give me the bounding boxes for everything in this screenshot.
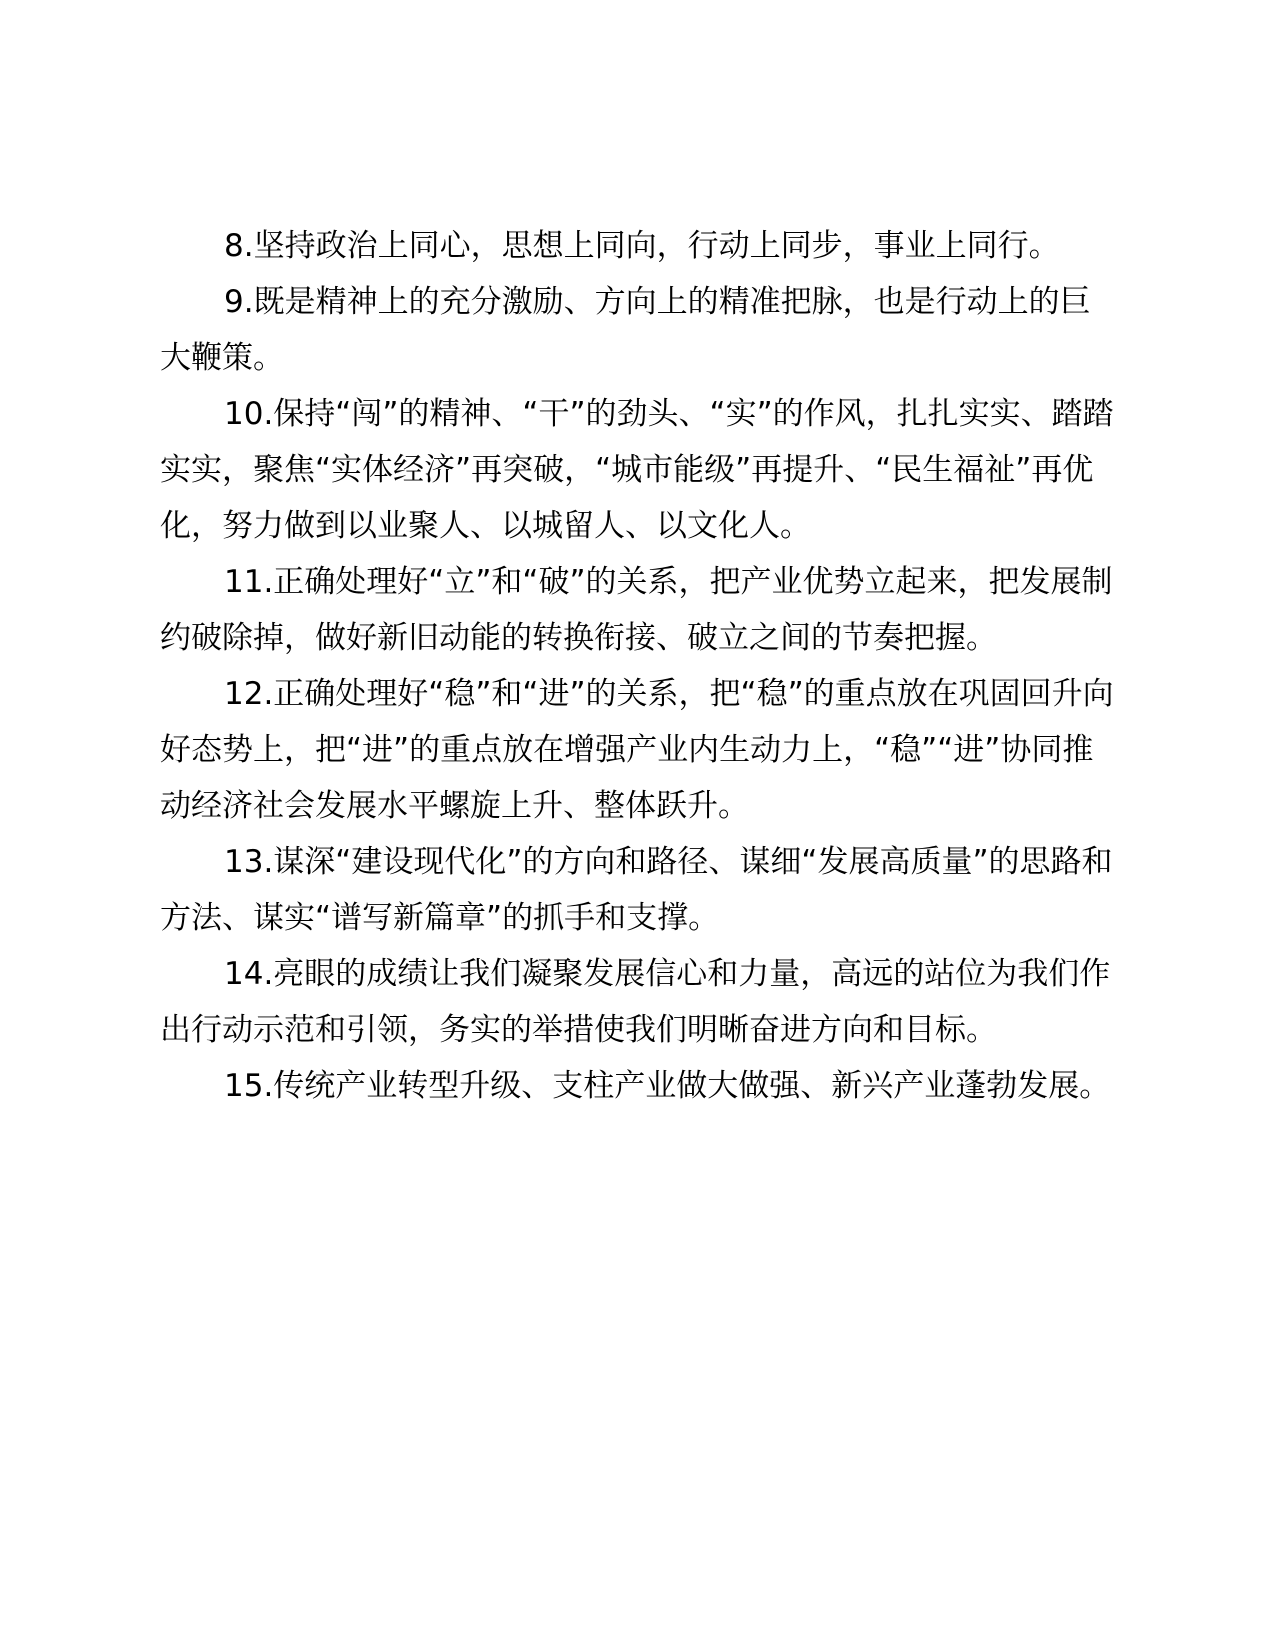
- paragraph-item-12: 12.正确处理好“稳”和“进”的关系，把“稳”的重点放在巩固回升向好态势上，把“进”的重点放在增强产业内生动力上，“稳”“进”协同推动经济社会发展水平螺旋上升、整体跃升。: [160, 676, 1114, 824]
- document-body: [160, 218, 1120, 1114]
- paragraph-item-9: 9.既是精神上的充分激励、方向上的精准把脉，也是行动上的巨大鞭策。: [160, 284, 1091, 376]
- paragraph-item-14: 14.亮眼的成绩让我们凝聚发展信心和力量，高远的站位为我们作出行动示范和引领，务实的举措使我们明晰奋进方向和目标。: [160, 956, 1111, 1048]
- paragraph-item-8: 8.坚持政治上同心，思想上同向，行动上同步，事业上同行。: [224, 228, 1060, 264]
- paragraph-item-13: 13.谋深“建设现代化”的方向和路径、谋细“发展高质量”的思路和方法、谋实“谱写新篇章”的抓手和支撑。: [160, 844, 1113, 936]
- paragraph-item-11: 11.正确处理好“立”和“破”的关系，把产业优势立起来，把发展制约破除掉，做好新旧动能的转换衔接、破立之间的节奏把握。: [160, 564, 1113, 656]
- paragraph-item-15: 15.传统产业转型升级、支柱产业做大做强、新兴产业蓬勃发展。: [224, 1068, 1111, 1104]
- paragraph-item-10: 10.保持“闯”的精神、“干”的劲头、“实”的作风，扎扎实实、踏踏实实，聚焦“实体经济”再突破，“城市能级”再提升、“民生福祉”再优化，努力做到以业聚人、以城留人、以文化人。: [160, 396, 1114, 544]
